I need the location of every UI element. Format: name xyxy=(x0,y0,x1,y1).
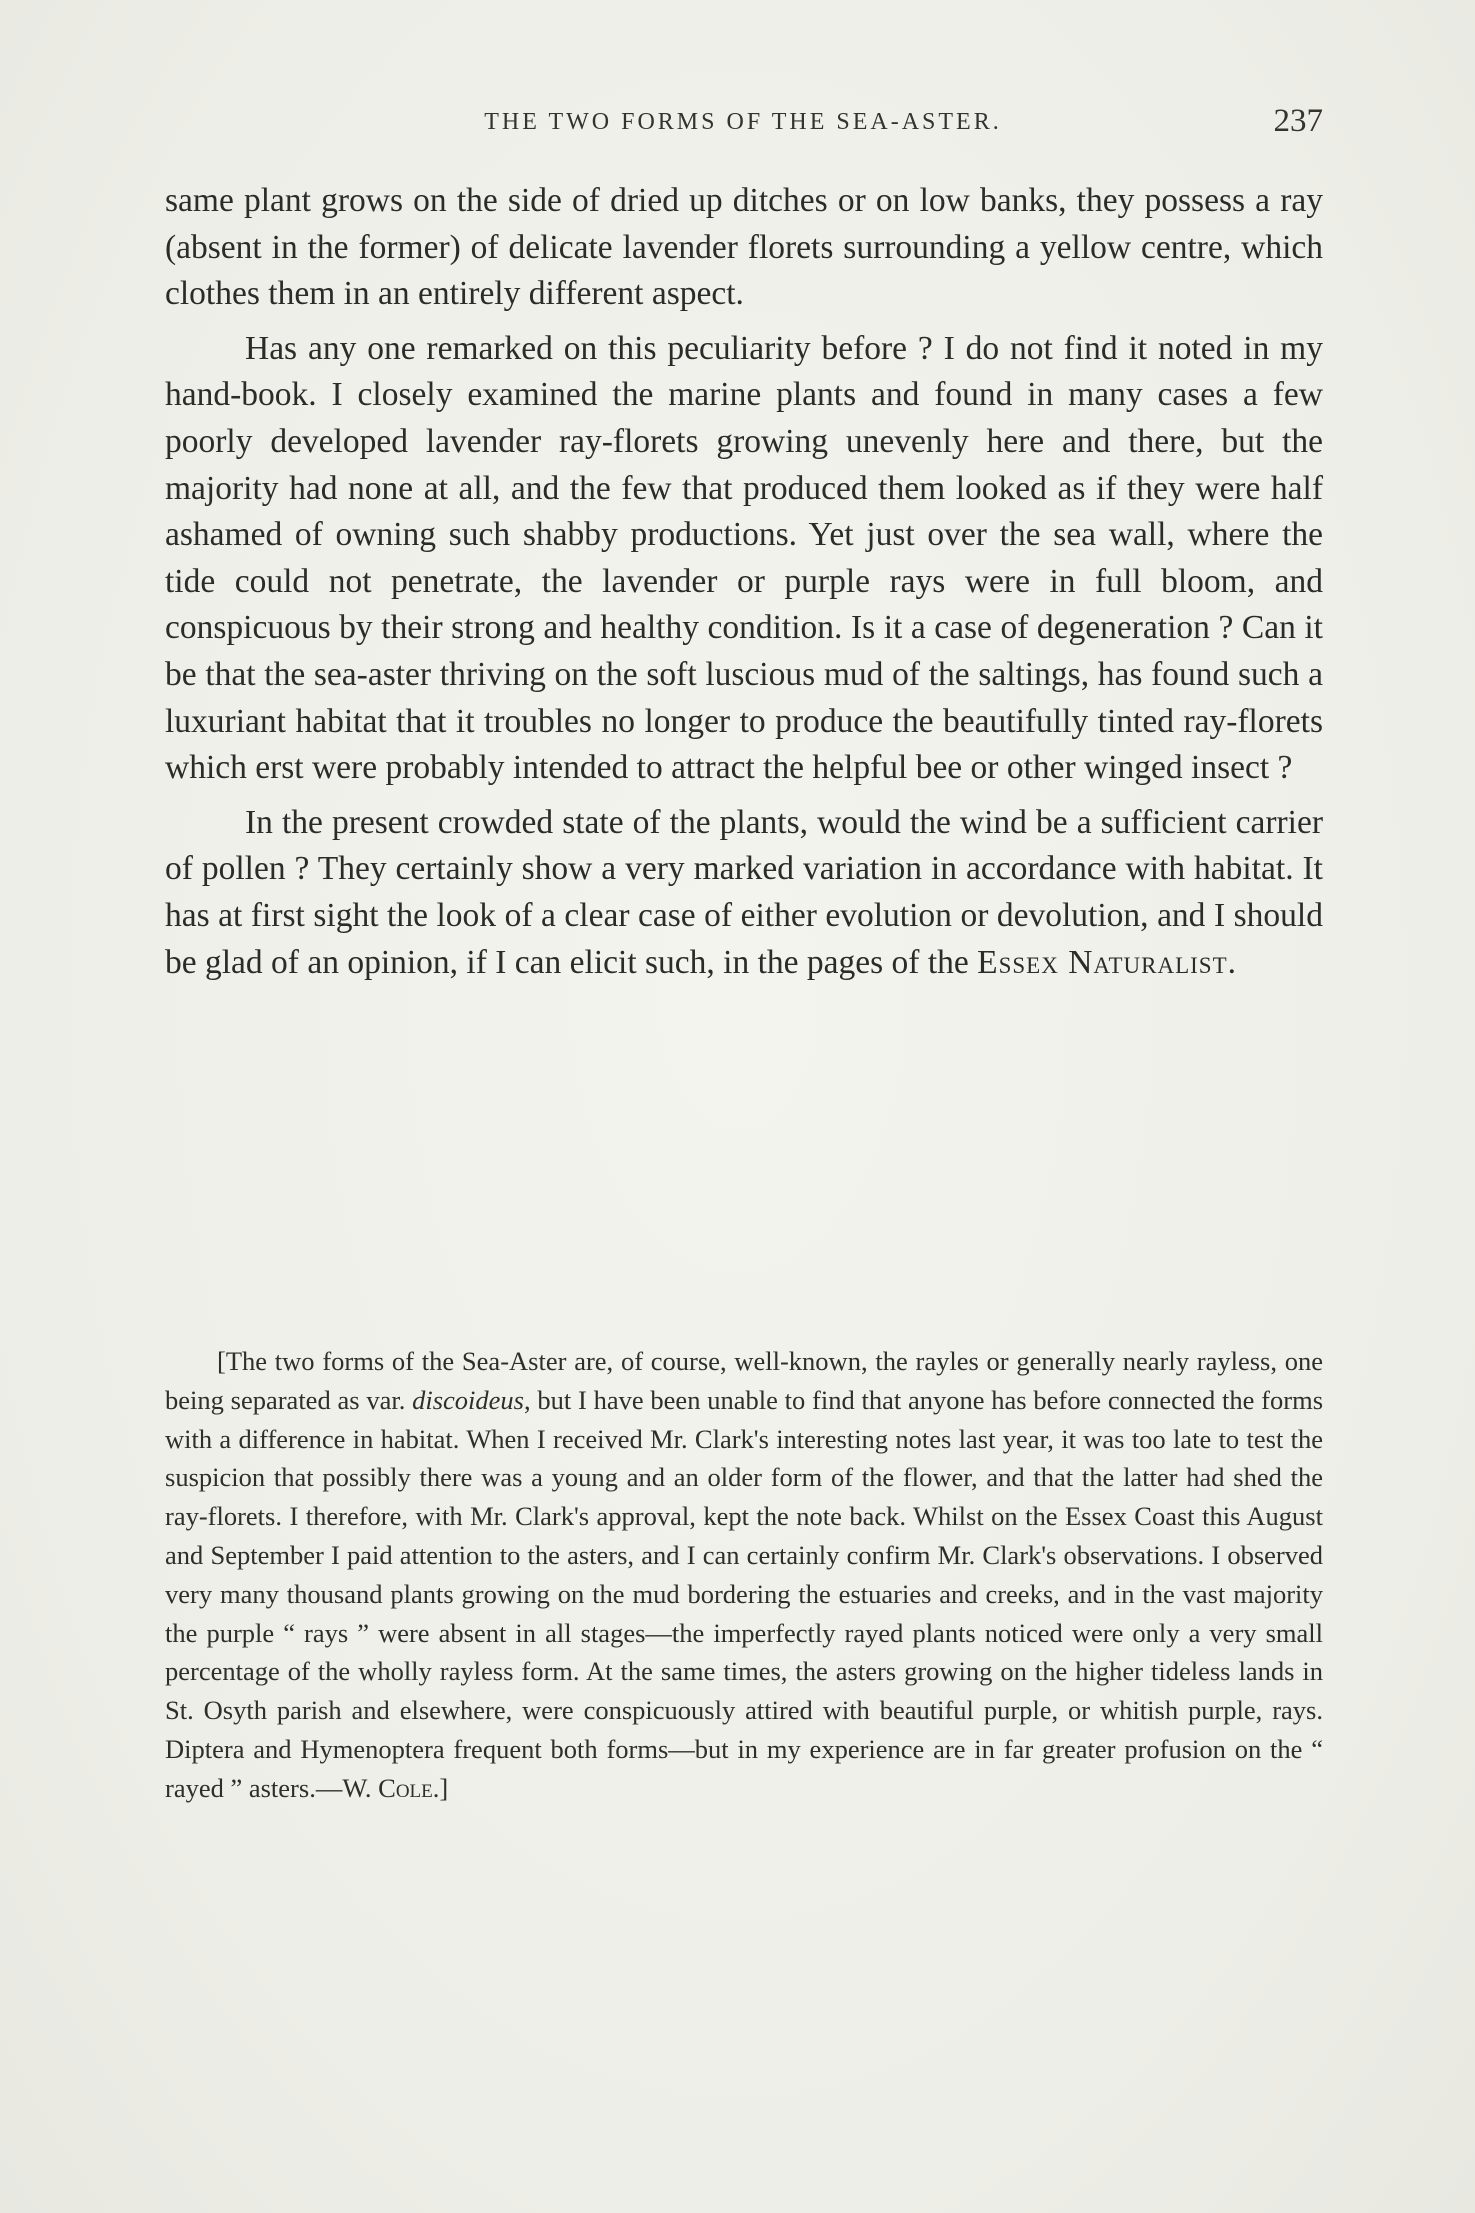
editor-note-part-2: , but I have been unable to find that anyone has before connected the forms with a difference in habitat. When I received Mr. Clark's interesting notes last year, it was too late to test the suspicion that possibly there was a young and an older form of the flower, and that the latter had shed the ray-florets. I therefore, with Mr. Clark's approval, kept the note back. Whilst on the Essex Coast this August and September I paid attention to the asters, and I can certainly confirm Mr. Clark's observations. I observed very many thousand plants growing on the mud bordering the estuaries and creeks, and in the vast majority the purple “ rays ” were absent in all stages—the imperfectly rayed plants noticed were only a very small percentage of the wholly rayless form. At the same times, the asters growing on the higher tideless lands in St. Osyth parish and elsewhere, were conspicuously attired with beautiful purple, or whitish purple, rays. Diptera and Hymenoptera frequent both forms—but in my experience are in far greater profusion on the “ rayed ” asters.—W. xyxy=(165,1384,1324,1803)
paragraph-3 xyxy=(165,800,1323,986)
editor-signature: Cole xyxy=(378,1772,433,1803)
variety-name: discoideus xyxy=(412,1384,524,1415)
editor-note xyxy=(165,1342,1323,1808)
article-body xyxy=(165,178,1323,994)
page-number: 237 xyxy=(1273,103,1323,139)
editor-note-part-1: [The two forms of the Sea-Aster are, of course, well-known, the rayles or generally nearly rayless, one being separated as var. xyxy=(165,1346,1323,1415)
editor-note-closing: .] xyxy=(432,1772,449,1803)
running-head xyxy=(163,103,1323,143)
paragraph-1: same plant grows on the side of dried up ditches or on low banks, they possess a ray (absent in the former) of delicate lavender florets surrounding a yellow centre, which clothes them in an entirely different aspect. xyxy=(165,182,1323,313)
journal-name: Essex Naturalist. xyxy=(977,943,1238,981)
editor-note-paragraph xyxy=(165,1342,1323,1808)
paragraph-2: Has any one remarked on this peculiarity before ? I do not find it noted in my hand-book. I closely examined the marine plants and found in many cases a few poorly developed lavender ray-florets growing unevenly here and there, but the majority had none at all, and the few that produced them looked as if they were half ashamed of owning such shabby productions. Yet just over the sea wall, where the tide could not penetrate, the lavender or purple rays were in full bloom, and conspicuous by their strong and healthy condition. Is it a case of degeneration ? Can it be that the sea-aster thriving on the soft luscious mud of the saltings, has found such a luxuriant habitat that it troubles no longer to produce the beautifully tinted ray-florets which erst were probably intended to attract the helpful bee or other winged insect ? xyxy=(165,329,1323,787)
running-title: THE TWO FORMS OF THE SEA-ASTER. xyxy=(484,109,1002,135)
paragraph-3-text: In the present crowded state of the plants, would the wind be a sufficient carrier of pollen ? They certainly show a very marked variation in accordance with habitat. It has at first sight the look of a clear case of either evolution or devolution, and I should be glad of an opinion, if I can elicit such, in the pages of the xyxy=(165,803,1323,981)
